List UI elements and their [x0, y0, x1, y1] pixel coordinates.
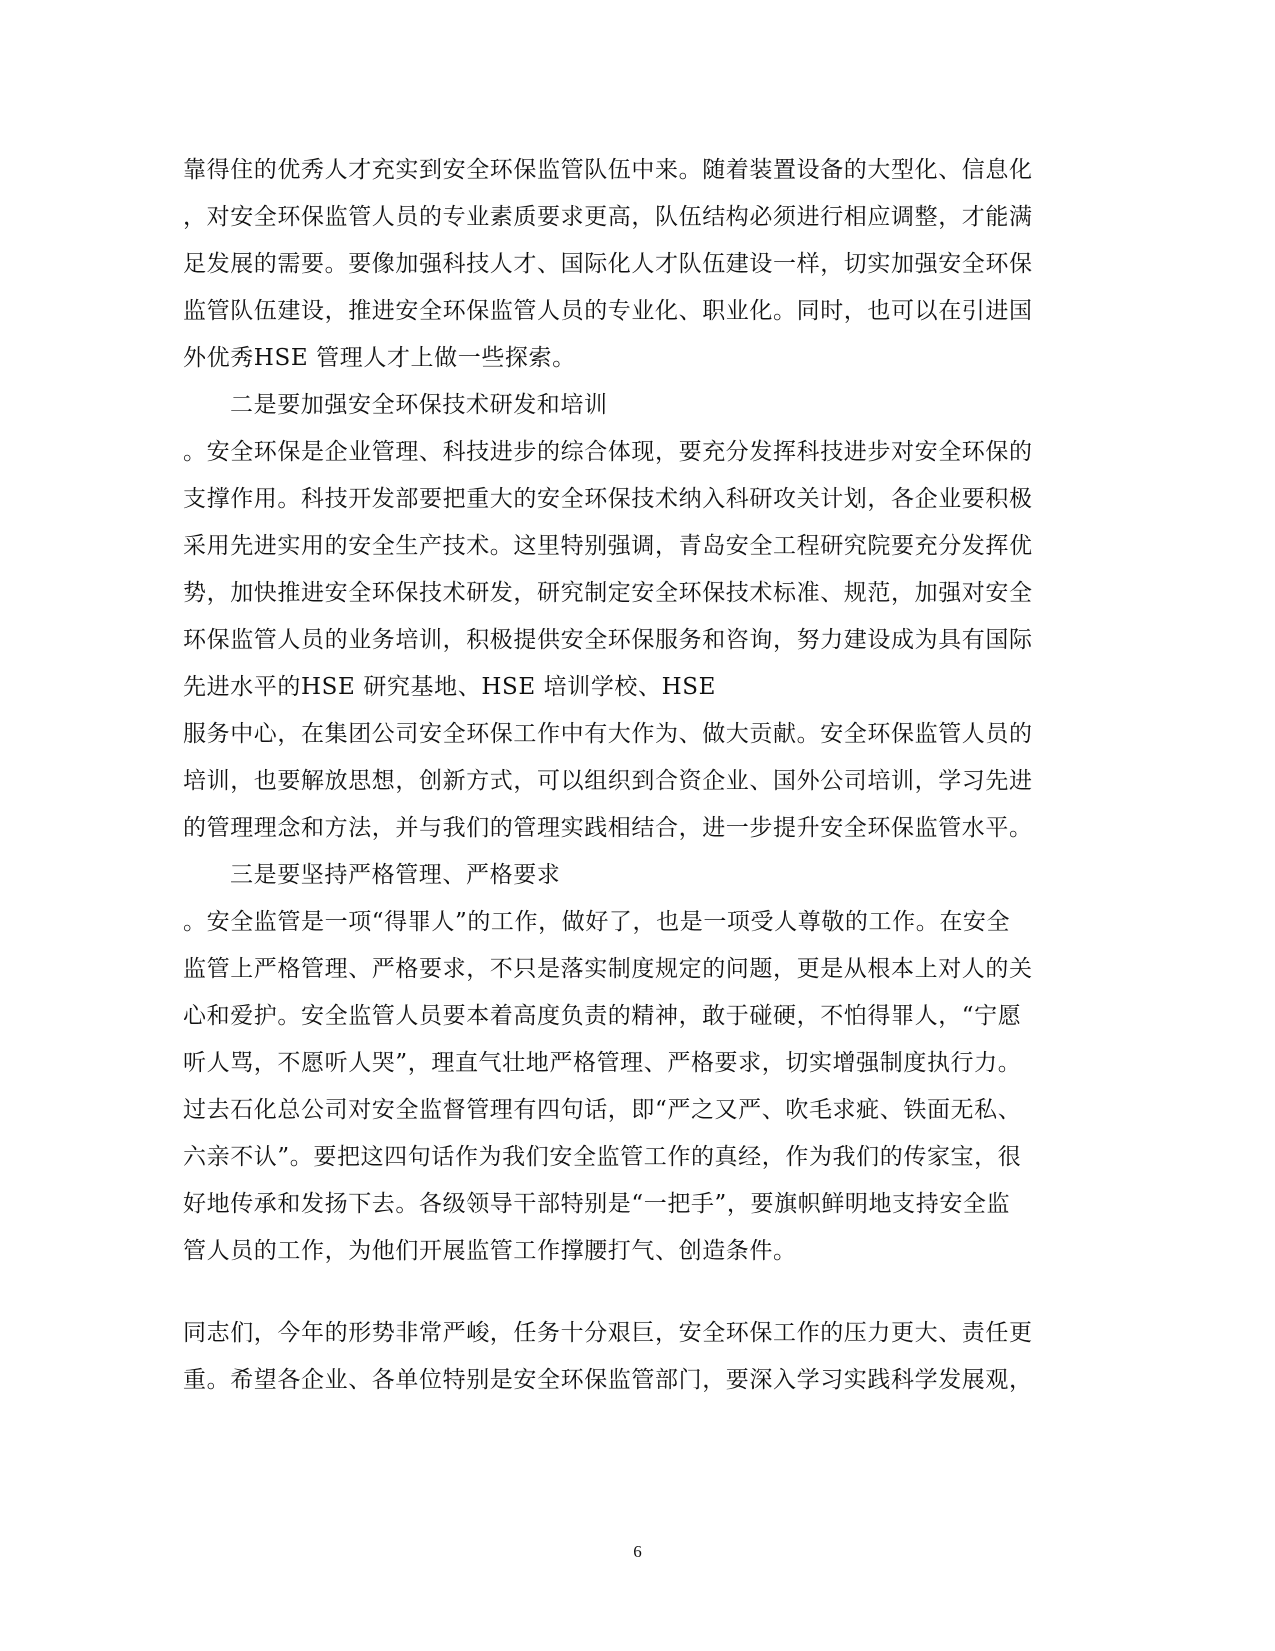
text-line: 听人骂，不愿听人哭”，理直气壮地严格管理、严格要求，切实增强制度执行力。 — [183, 1050, 1022, 1076]
text-line: 培训，也要解放思想，创新方式，可以组织到合资企业、国外公司培训，学习先进 — [183, 768, 1033, 794]
page-number: 6 — [633, 1542, 642, 1561]
text-line: 支撑作用。科技开发部要把重大的安全环保技术纳入科研攻关计划，各企业要积极 — [183, 486, 1033, 512]
text-line: 。安全环保是企业管理、科技进步的综合体现，要充分发挥科技进步对安全环保的 — [183, 439, 1033, 465]
text-line: 重。希望各企业、各单位特别是安全环保监管部门，要深入学习实践科学发展观， — [183, 1367, 1033, 1393]
text-line: 同志们，今年的形势非常严峻，任务十分艰巨，安全环保工作的压力更大、责任更 — [183, 1320, 1033, 1346]
text-line: 六亲不认”。要把这四句话作为我们安全监管工作的真经，作为我们的传家宝，很 — [183, 1144, 1022, 1170]
text-line: 心和爱护。安全监管人员要本着高度负责的精神，敢于碰硬，不怕得罪人，“宁愿 — [183, 1003, 1022, 1029]
section-heading: 二是要加强安全环保技术研发和培训 — [230, 392, 608, 418]
text-line: 先进水平的HSE 研究基地、HSE 培训学校、HSE — [183, 674, 717, 700]
text-line: 好地传承和发扬下去。各级领导干部特别是“一把手”，要旗帜鲜明地支持安全监 — [183, 1191, 1011, 1217]
text-line: 过去石化总公司对安全监督管理有四句话，即“严之又严、吹毛求疵、铁面无私、 — [183, 1097, 1022, 1123]
text-line: 外优秀HSE 管理人才上做一些探索。 — [183, 345, 576, 371]
text-line: 采用先进实用的安全生产技术。这里特别强调，青岛安全工程研究院要充分发挥优 — [183, 533, 1033, 559]
text-line: 监管队伍建设，推进安全环保监管人员的专业化、职业化。同时，也可以在引进国 — [183, 298, 1033, 324]
text-line: 环保监管人员的业务培训，积极提供安全环保服务和咨询，努力建设成为具有国际 — [183, 627, 1033, 653]
text-line: 。安全监管是一项“得罪人”的工作，做好了，也是一项受人尊敬的工作。在安全 — [183, 909, 1011, 935]
text-line: 监管上严格管理、严格要求，不只是落实制度规定的问题，更是从根本上对人的关 — [183, 956, 1033, 982]
section-heading: 三是要坚持严格管理、严格要求 — [230, 862, 561, 888]
text-line: ，对安全环保监管人员的专业素质要求更高，队伍结构必须进行相应调整，才能满 — [183, 204, 1033, 230]
text-line: 服务中心，在集团公司安全环保工作中有大作为、做大贡献。安全环保监管人员的 — [183, 721, 1033, 747]
text-line: 管人员的工作，为他们开展监管工作撑腰打气、创造条件。 — [183, 1238, 797, 1264]
text-line: 足发展的需要。要像加强科技人才、国际化人才队伍建设一样，切实加强安全环保 — [183, 251, 1033, 277]
text-line: 靠得住的优秀人才充实到安全环保监管队伍中来。随着装置设备的大型化、信息化 — [183, 157, 1033, 183]
text-line: 的管理理念和方法，并与我们的管理实践相结合，进一步提升安全环保监管水平。 — [183, 815, 1033, 841]
text-line: 势，加快推进安全环保技术研发，研究制定安全环保技术标准、规范，加强对安全 — [183, 580, 1033, 606]
